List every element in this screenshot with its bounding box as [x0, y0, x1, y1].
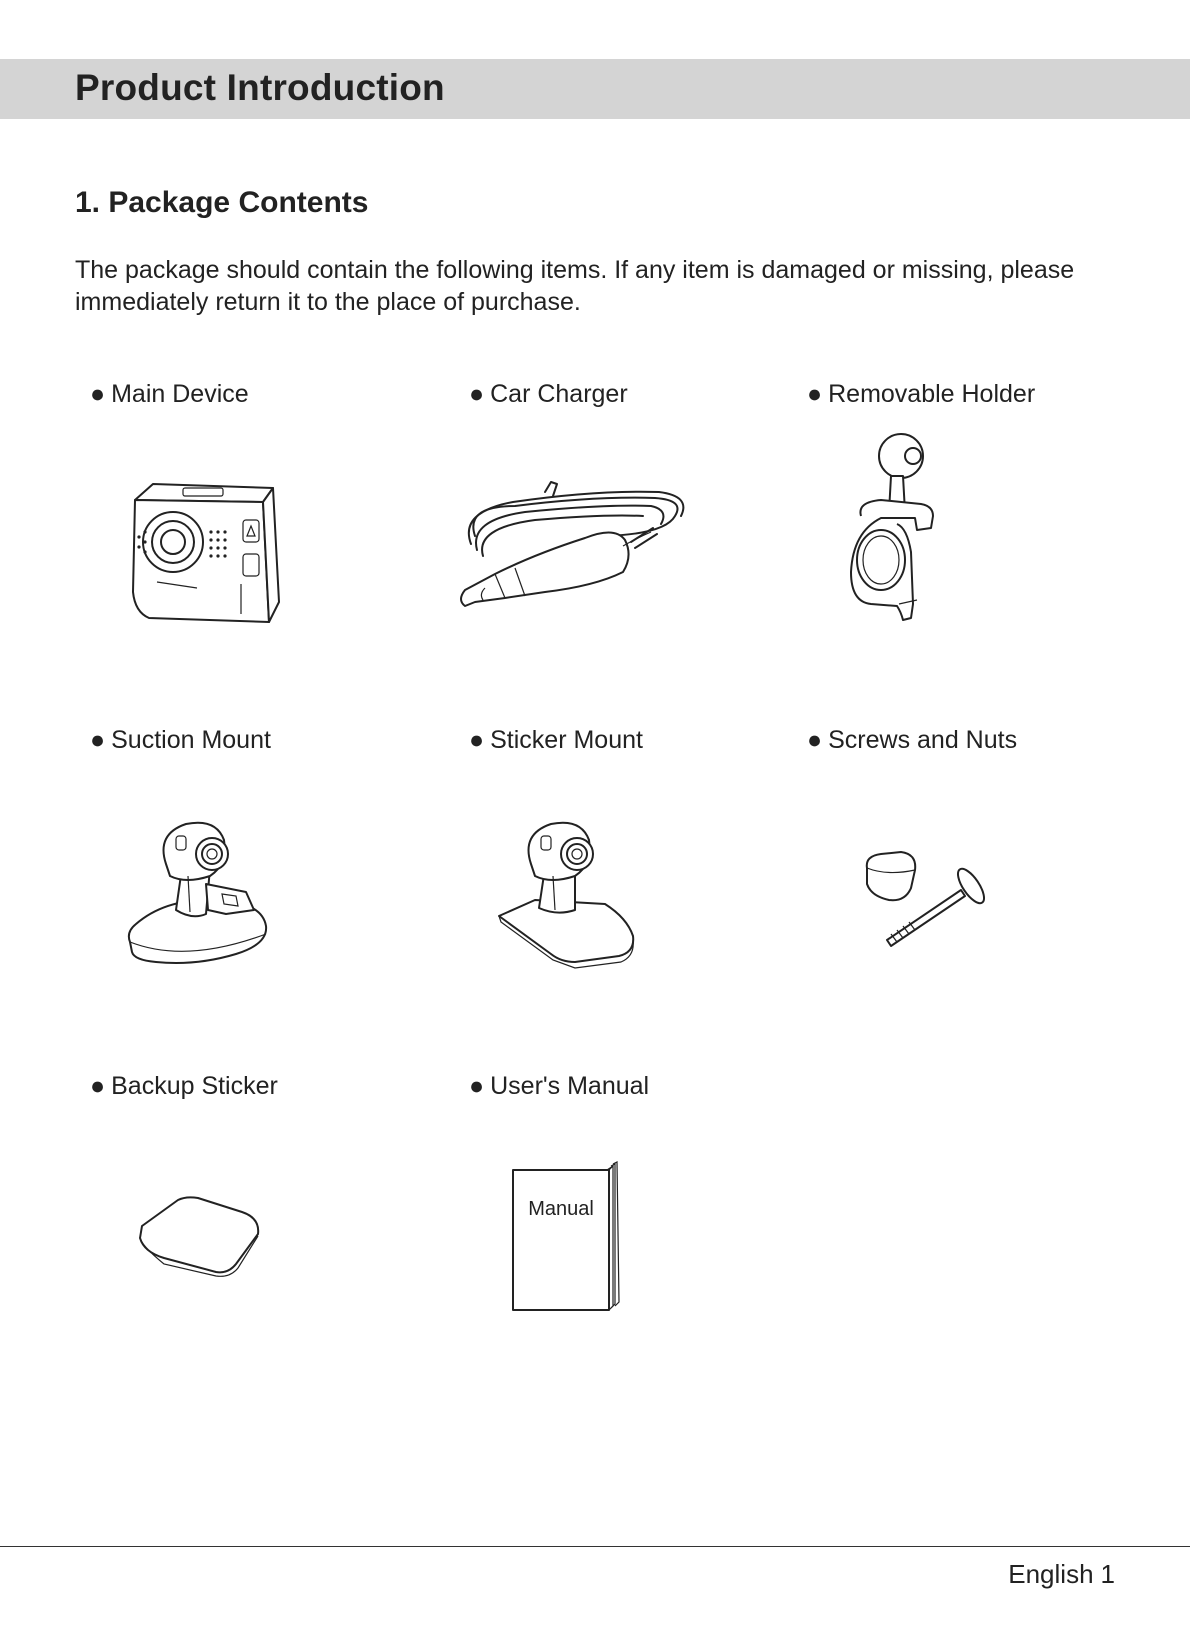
item-label-text: Sticker Mount	[490, 726, 643, 754]
package-item-main-device	[76, 380, 436, 700]
item-label	[469, 380, 628, 409]
package-item-removable-holder	[793, 380, 1153, 700]
package-item-car-charger	[455, 380, 815, 700]
footer-rule	[0, 1546, 1190, 1547]
section-title: 1. Package Contents	[75, 186, 369, 219]
item-label-text: Backup Sticker	[111, 1072, 278, 1100]
package-item-backup-sticker	[76, 1072, 436, 1392]
item-label-text: Suction Mount	[111, 726, 271, 754]
item-label-text: Screws and Nuts	[828, 726, 1018, 754]
item-label	[90, 380, 249, 409]
item-label	[807, 380, 1035, 409]
suction-mount-icon	[126, 814, 286, 974]
car-charger-icon	[455, 476, 685, 626]
bullet: ●	[469, 726, 485, 754]
item-label-text: Main Device	[111, 380, 249, 408]
item-label	[807, 726, 1017, 755]
backup-sticker-icon	[138, 1194, 268, 1278]
item-label-text: Car Charger	[490, 380, 628, 408]
bullet: ●	[90, 380, 106, 408]
page-number: 1	[1100, 1559, 1115, 1589]
header-banner	[0, 59, 1190, 119]
item-label	[90, 726, 271, 755]
package-item-screws-nuts	[793, 726, 1153, 1046]
sticker-mount-icon	[495, 814, 645, 974]
manual-cover-text: Manual	[528, 1198, 594, 1220]
package-item-users-manual	[455, 1072, 815, 1392]
item-label	[90, 1072, 278, 1101]
bullet: ●	[807, 380, 823, 408]
package-item-sticker-mount	[455, 726, 815, 1046]
screws-nuts-icon	[861, 850, 991, 950]
bullet: ●	[90, 726, 106, 754]
bullet: ●	[469, 380, 485, 408]
dashcam-device-icon	[123, 472, 283, 632]
item-label-text: Removable Holder	[828, 380, 1036, 408]
removable-holder-icon	[841, 432, 951, 632]
item-label-text: User's Manual	[490, 1072, 650, 1100]
footer-language: English	[1008, 1559, 1094, 1589]
item-label	[469, 1072, 649, 1101]
item-label	[469, 726, 643, 755]
page-title: Product Introduction	[75, 67, 445, 108]
page-footer	[1008, 1559, 1115, 1590]
package-item-suction-mount	[76, 726, 436, 1046]
bullet: ●	[469, 1072, 485, 1100]
bullet: ●	[807, 726, 823, 754]
bullet: ●	[90, 1072, 106, 1100]
intro-paragraph: The package should contain the following items. If any item is damaged or missing, please immediately return it to the place of purchase.	[75, 256, 1075, 316]
